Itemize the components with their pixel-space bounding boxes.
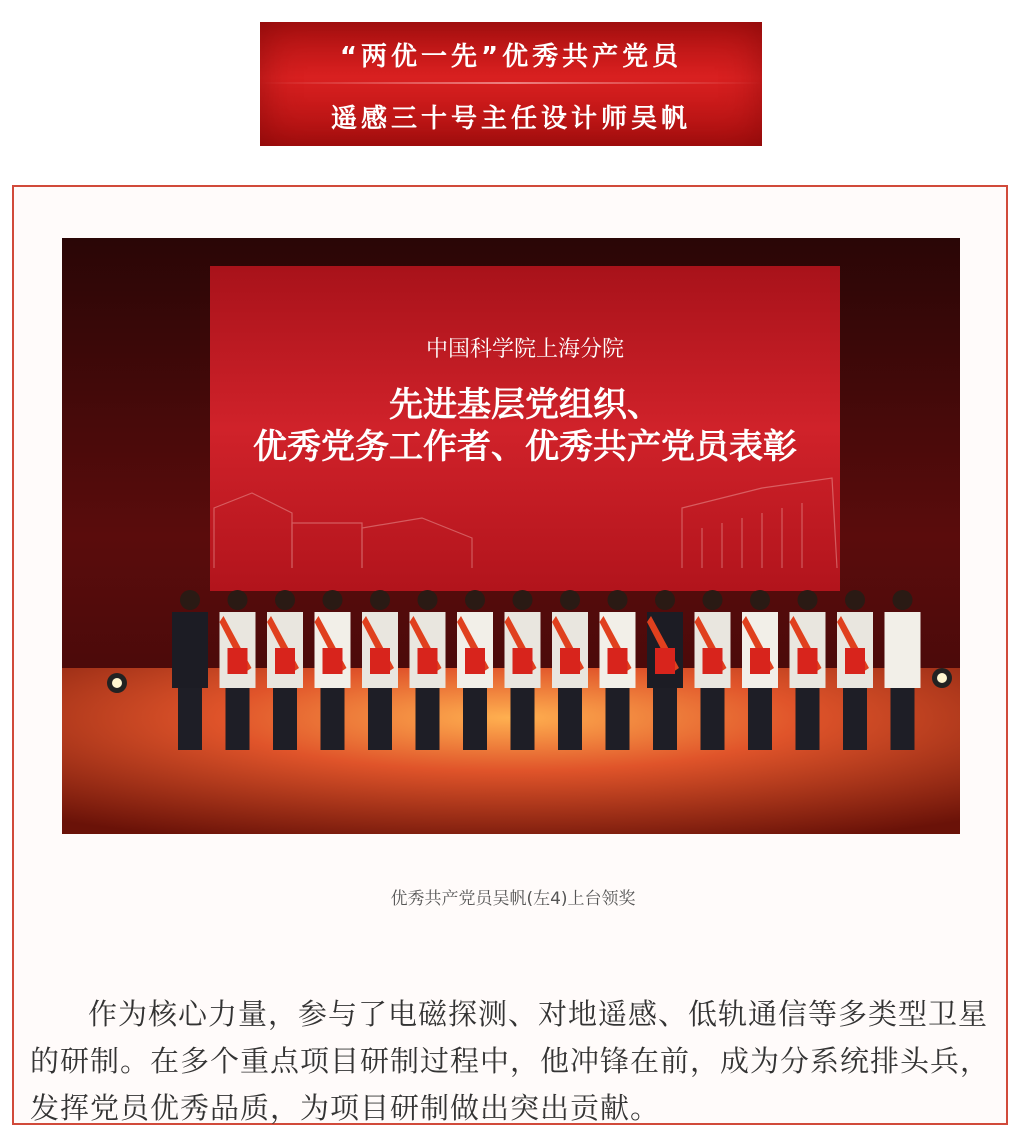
title-line-2: 遥感三十号主任设计师吴帆 (330, 104, 691, 134)
title-divider (260, 82, 762, 84)
title-line-1: “两优一先”优秀共产党员 (339, 42, 683, 72)
title-banner (260, 22, 762, 146)
screen-org-text: 中国科学院上海分院 (425, 337, 625, 362)
award-ceremony-photo (62, 238, 960, 834)
screen-title-line2: 优秀党务工作者、优秀共产党员表彰 (253, 427, 797, 467)
body-paragraph: 作为核心力量，参与了电磁探测、对地遥感、低轨通信等多类型卫星的研制。在多个重点项目研制过程中，他冲锋在前，成为分系统排头兵，发挥党员优秀品质，为项目研制做出突出贡献。 (30, 997, 991, 1125)
screen-title-line1: 先进基层党组织、 (389, 385, 661, 425)
photo-caption: 优秀共产党员吴帆(左4)上台领奖 (390, 889, 636, 909)
